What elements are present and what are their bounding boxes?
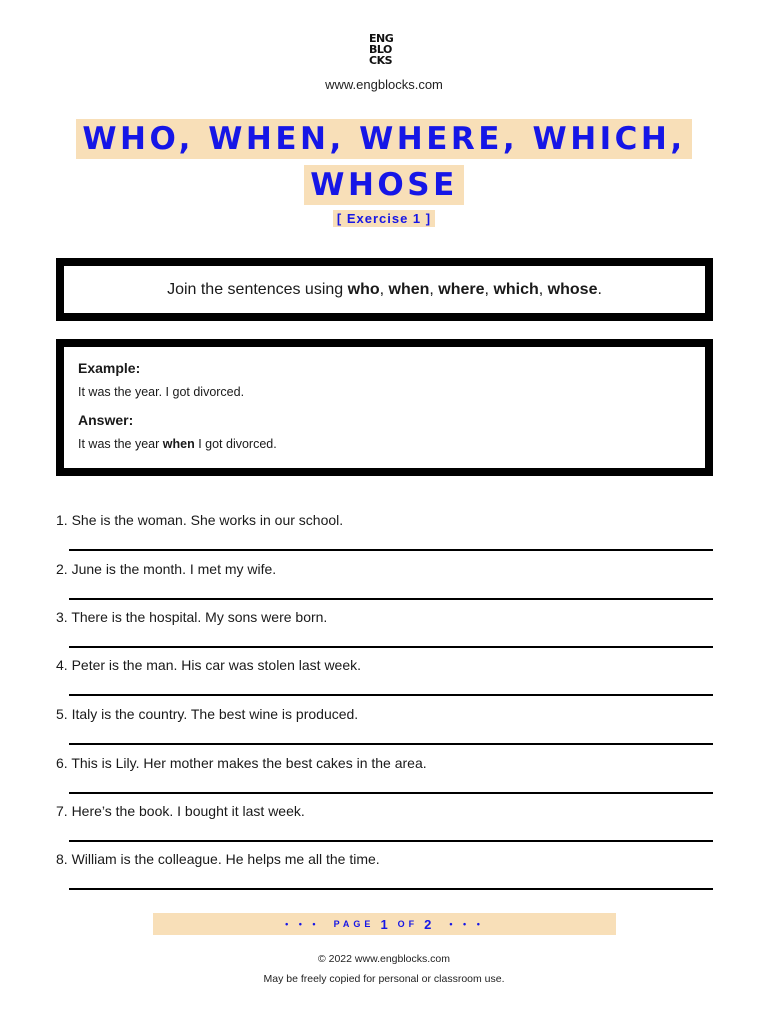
title-text-2: WHOSE	[304, 165, 464, 205]
logo-line: ENG	[369, 32, 394, 45]
title-text-1: WHO, WHEN, WHERE, WHICH,	[76, 119, 691, 159]
page-word: PAGE	[333, 919, 375, 929]
keyword-which: which	[493, 280, 539, 298]
question-4: 4. Peter is the man. His car was stolen last week.	[56, 657, 362, 673]
answer-line-5[interactable]	[69, 743, 713, 745]
answer-after: I got divorced.	[194, 437, 277, 451]
page-total: 2	[424, 916, 436, 932]
site-url[interactable]: www.engblocks.com	[325, 77, 443, 92]
answer-heading: Answer:	[78, 412, 134, 428]
answer-line-1[interactable]	[69, 549, 713, 551]
keyword-where: where	[438, 280, 485, 298]
worksheet-title-line-2	[0, 165, 768, 205]
dots-left: • • •	[285, 919, 320, 929]
separator: ,	[379, 280, 389, 298]
page-indicator	[153, 913, 616, 935]
separator: ,	[429, 280, 439, 298]
answer-line-6[interactable]	[69, 792, 713, 794]
logo-line: BLO	[369, 43, 392, 56]
answer-line-3[interactable]	[69, 646, 713, 648]
logo-line: CKS	[369, 54, 393, 67]
question-1: 1. She is the woman. She works in our school.	[56, 512, 344, 528]
keyword-whose: whose	[547, 280, 598, 298]
answer-line-4[interactable]	[69, 694, 713, 696]
question-2: 2. June is the month. I met my wife.	[56, 561, 277, 577]
instruction-end: .	[597, 280, 602, 298]
instruction-text	[167, 281, 602, 299]
answer-text	[78, 437, 691, 451]
dots-right: • • •	[449, 919, 484, 929]
separator: ,	[484, 280, 494, 298]
answer-line-7[interactable]	[69, 840, 713, 842]
question-3: 3. There is the hospital. My sons were born.	[56, 609, 328, 625]
of-word: OF	[397, 919, 419, 929]
page-number: 1	[380, 916, 392, 932]
question-5: 5. Italy is the country. The best wine is produced.	[56, 706, 359, 722]
exercise-label	[0, 210, 768, 228]
answer-line-8[interactable]	[69, 888, 713, 890]
question-8: 8. William is the colleague. He helps me all the time.	[56, 851, 380, 867]
engblocks-logo	[369, 33, 399, 66]
answer-before: It was the year	[78, 437, 163, 451]
copyright-text: © 2022 www.engblocks.com	[317, 953, 451, 965]
answer-keyword: when	[162, 437, 195, 451]
example-heading: Example:	[78, 360, 141, 376]
exercise-text: [ Exercise 1 ]	[333, 210, 435, 227]
separator: ,	[538, 280, 548, 298]
question-7: 7. Here’s the book. I bought it last week.	[56, 803, 305, 819]
keyword-who: who	[347, 280, 380, 298]
example-text: It was the year. I got divorced.	[78, 385, 245, 399]
license-text: May be freely copied for personal or classroom use.	[263, 973, 505, 985]
answer-line-2[interactable]	[69, 598, 713, 600]
worksheet-title-line-1	[0, 119, 768, 159]
instruction-box	[56, 258, 713, 321]
keyword-when: when	[388, 280, 430, 298]
instruction-prefix: Join the sentences using	[167, 280, 348, 298]
question-6: 6. This is Lily. Her mother makes the best cakes in the area.	[56, 755, 427, 771]
example-box	[56, 339, 713, 476]
